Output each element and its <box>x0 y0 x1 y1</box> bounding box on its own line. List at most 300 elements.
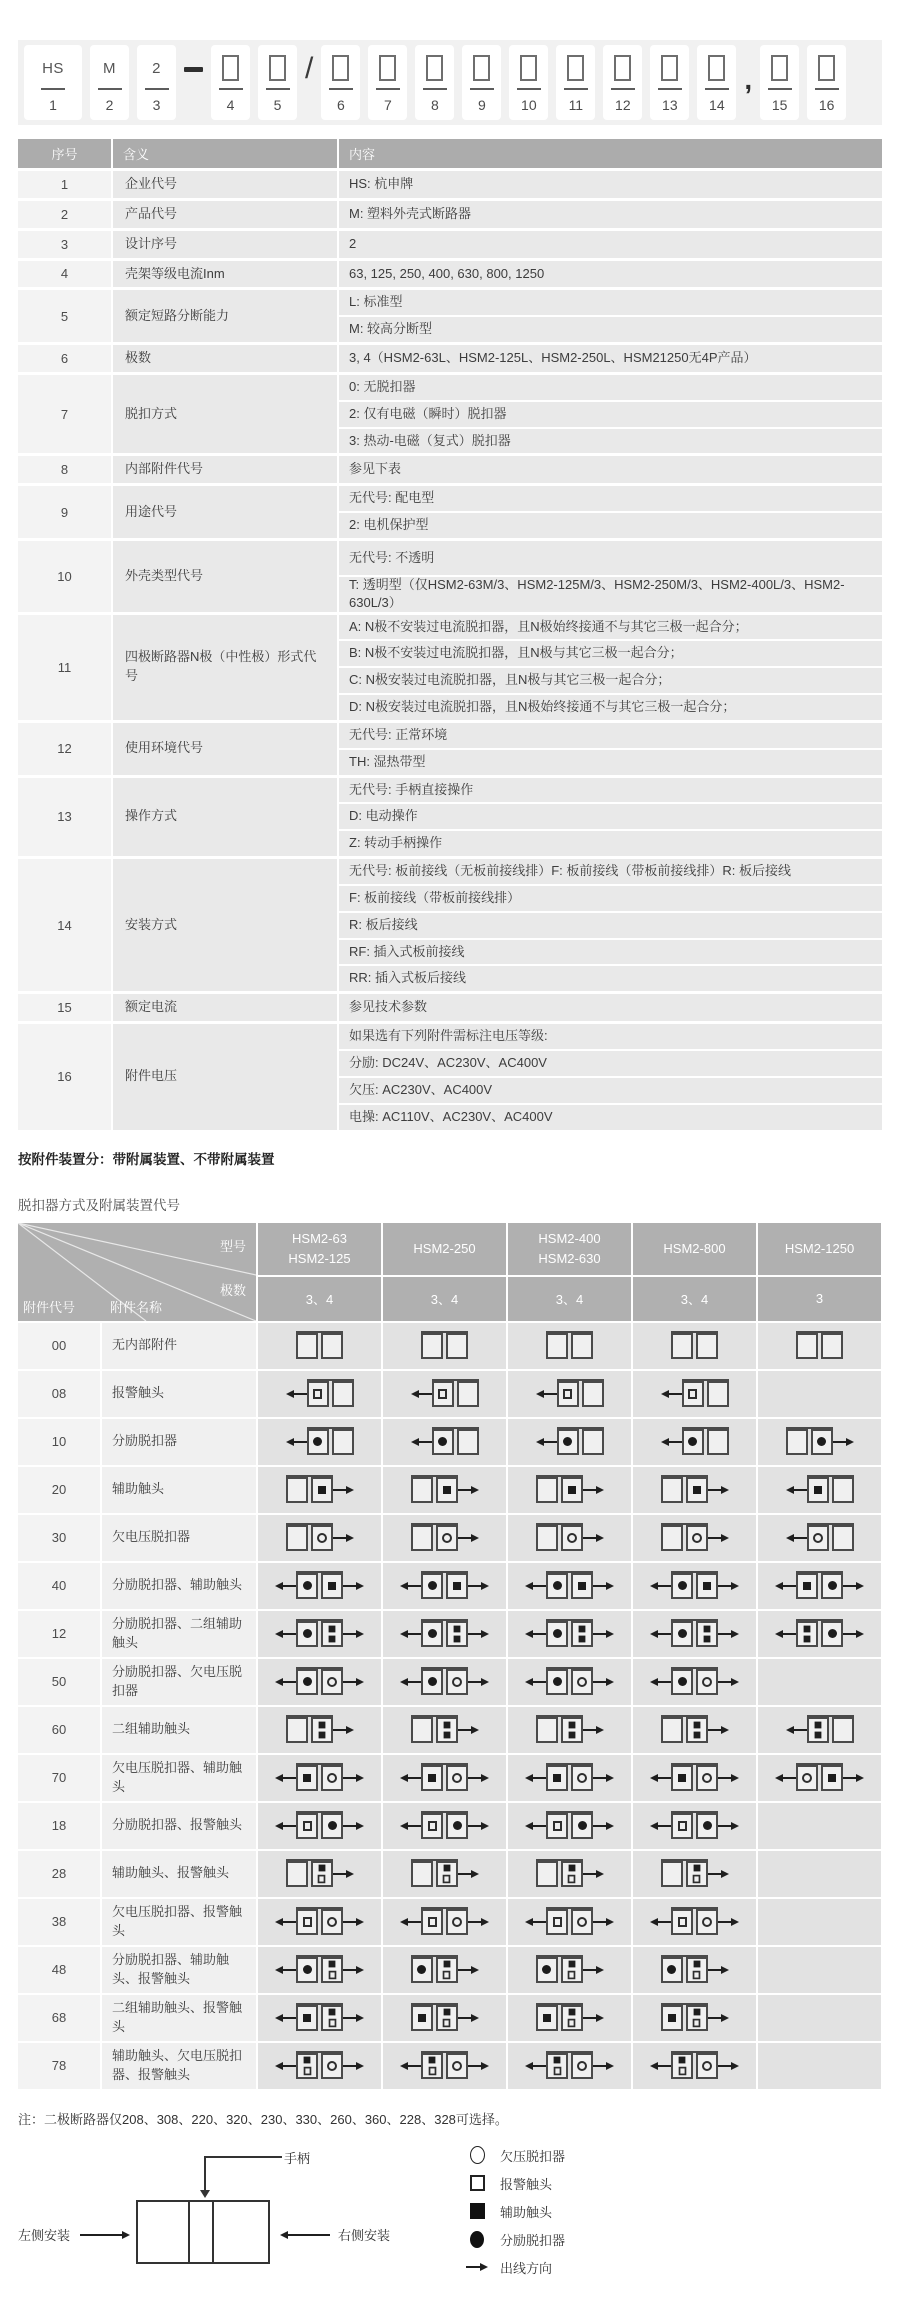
model-name-cell <box>258 1223 381 1275</box>
table-row <box>18 859 882 991</box>
diagram-cell <box>633 1659 756 1705</box>
uv-symbol <box>702 2061 712 2071</box>
diagram-compartment <box>682 1381 704 1407</box>
diagram-compartment <box>821 1333 843 1359</box>
right-mount-arrow-icon <box>280 2231 330 2239</box>
uv-legend-icon <box>466 2146 488 2164</box>
aux-symbol <box>668 2014 676 2022</box>
model-column-header <box>383 1223 506 1321</box>
outlet-arrow-right-icon <box>343 1678 364 1686</box>
diagram-compartment <box>546 2053 568 2079</box>
diagram-cell <box>258 1707 381 1753</box>
diagram-compartment <box>661 1957 683 1983</box>
accessory-code-cell: 20 <box>18 1467 100 1513</box>
outlet-arrow-right-icon <box>708 1486 729 1494</box>
breaker-box <box>546 1573 593 1599</box>
diagram-cell <box>258 1419 381 1465</box>
row-number-cell: 4 <box>18 261 111 288</box>
content-line: TH: 湿热带型 <box>339 750 882 775</box>
legend-item <box>466 2174 565 2193</box>
table-row <box>18 290 882 342</box>
breaker-box <box>296 1333 343 1359</box>
diagram-compartment <box>411 1717 433 1743</box>
accessory-row <box>18 1851 882 1897</box>
code-slot-underline <box>145 88 169 90</box>
breaker-box <box>536 1717 583 1743</box>
code-slot-symbol <box>332 53 349 83</box>
diagram-cell <box>508 1755 631 1801</box>
corner-label-accessory-code: 附件代号 <box>23 1299 76 1315</box>
shunt-legend-icon <box>466 2231 488 2248</box>
breaker-diagram <box>661 1717 729 1743</box>
outlet-arrow-left-icon <box>650 1630 671 1638</box>
row-content-cell <box>339 231 882 258</box>
code-slot-number: 4 <box>226 97 235 113</box>
aux-symbol <box>579 1625 586 1632</box>
breaker-diagram <box>400 1669 489 1695</box>
diagram-compartment <box>321 1957 343 1983</box>
breaker-box <box>421 2053 468 2079</box>
diagram-cell <box>758 1851 881 1897</box>
accessory-row <box>18 1947 882 1993</box>
accessory-name-cell: 欠电压脱扣器、辅助触头 <box>102 1755 256 1801</box>
accessory-name-cell: 辅助触头、报警触头 <box>102 1851 256 1897</box>
shunt-symbol <box>678 1629 687 1638</box>
diagram-cell <box>633 1515 756 1561</box>
accessory-code-cell: 38 <box>18 1899 100 1945</box>
uv-symbol <box>317 1533 327 1543</box>
outlet-arrow-right-icon <box>458 1534 479 1542</box>
code-slot-symbol <box>771 53 788 83</box>
shunt-symbol <box>428 1629 437 1638</box>
diagram-cell <box>383 1803 506 1849</box>
breaker-box <box>286 1717 333 1743</box>
code-slot-number: 16 <box>818 97 835 113</box>
diagram-cell <box>758 1659 881 1705</box>
content-line: 无代号: 配电型 <box>339 486 882 511</box>
aux-symbol <box>443 2008 450 2015</box>
diagram-compartment <box>561 1525 583 1551</box>
diagram-cell <box>633 1803 756 1849</box>
breaker-diagram <box>525 1573 614 1599</box>
alarm-symbol <box>428 1821 437 1831</box>
diagram-compartment <box>832 1717 854 1743</box>
outlet-arrow-left-icon <box>536 1438 557 1446</box>
alarm-symbol <box>318 1874 326 1883</box>
breaker-diagram <box>275 2053 364 2079</box>
outlet-arrow-right-icon <box>843 1630 864 1638</box>
outlet-arrow-left-icon <box>650 1774 671 1782</box>
diagram-cell <box>758 1947 881 1993</box>
code-slot-symbol <box>661 53 678 83</box>
diagram-cell <box>383 1467 506 1513</box>
diagram-compartment <box>446 1765 468 1791</box>
accessory-row <box>18 1371 882 1417</box>
breaker-diagram <box>411 1429 479 1455</box>
outlet-arrow-left-icon <box>661 1390 682 1398</box>
breaker-diagram <box>536 1717 604 1743</box>
breaker-diagram <box>411 1957 479 1983</box>
trip-accessory-table-body <box>18 1323 882 2089</box>
code-slot-symbol <box>222 53 239 83</box>
breaker-box <box>796 1333 843 1359</box>
aux-symbol <box>679 2056 686 2063</box>
diagram-cell <box>633 1755 756 1801</box>
diagram-compartment <box>686 2005 708 2031</box>
row-number-cell: 6 <box>18 345 111 372</box>
alarm-symbol <box>443 2018 451 2027</box>
aux-symbol <box>693 1486 701 1494</box>
row-content-cell <box>339 778 882 857</box>
code-slot-number: 15 <box>771 97 788 113</box>
shunt-symbol <box>553 1629 562 1638</box>
alarm-legend-icon <box>466 2175 488 2191</box>
header-content: 内容 <box>339 139 882 168</box>
shunt-symbol <box>563 1437 572 1446</box>
content-line: F: 板前接线（带板前接线排） <box>339 886 882 911</box>
diagram-compartment <box>321 1621 343 1647</box>
accessory-row <box>18 2043 882 2089</box>
model-column-header <box>258 1223 381 1321</box>
breaker-diagram <box>661 1381 729 1407</box>
table-row <box>18 1024 882 1129</box>
aux-symbol <box>703 1582 711 1590</box>
diagram-cell <box>383 1899 506 1945</box>
aux-symbol <box>814 1721 821 1728</box>
table-row <box>18 615 882 720</box>
outlet-arrow-right-icon <box>583 2014 604 2022</box>
diagram-compartment <box>686 1525 708 1551</box>
code-slot-underline <box>41 88 65 90</box>
row-content-cell <box>339 1024 882 1129</box>
accessory-code-cell: 60 <box>18 1707 100 1753</box>
shunt-symbol <box>303 1677 312 1686</box>
diagram-cell <box>508 1899 631 1945</box>
content-line: L: 标准型 <box>339 290 882 315</box>
breaker-box <box>307 1429 354 1455</box>
placeholder-box-icon <box>379 55 396 81</box>
code-slot <box>697 45 736 120</box>
diagram-compartment <box>411 2005 433 2031</box>
outlet-arrow-right-icon <box>333 1726 354 1734</box>
breaker-diagram <box>275 2005 364 2031</box>
accessory-code-cell: 12 <box>18 1611 100 1657</box>
diagram-compartment <box>536 1957 558 1983</box>
diagram-compartment <box>696 1669 718 1695</box>
outlet-arrow-left-icon <box>275 2062 296 2070</box>
aux-symbol <box>454 1635 461 1642</box>
outlet-arrow-right-icon <box>583 1534 604 1542</box>
outlet-arrow-left-icon <box>400 1918 421 1926</box>
diagram-compartment <box>421 1813 443 1839</box>
accessory-row <box>18 1515 882 1561</box>
aux-symbol <box>429 2056 436 2063</box>
code-slot-underline <box>611 88 635 90</box>
diagram-compartment <box>536 2005 558 2031</box>
code-separator-slash <box>305 45 313 93</box>
outlet-arrow-left-icon <box>400 1678 421 1686</box>
breaker-box <box>536 1957 583 1983</box>
alarm-symbol <box>313 1389 322 1399</box>
row-content-cell <box>339 723 882 775</box>
code-meaning-table-body <box>18 171 882 1130</box>
diagram-compartment <box>436 1477 458 1503</box>
alarm-symbol <box>693 1970 701 1979</box>
placeholder-box-icon <box>567 55 584 81</box>
diagram-compartment <box>821 1621 843 1647</box>
outlet-arrow-left-icon <box>775 1630 796 1638</box>
code-slot-symbol <box>520 53 537 83</box>
breaker-diagram <box>536 1429 604 1455</box>
row-content-cell <box>339 375 882 454</box>
diagram-compartment <box>286 1717 308 1743</box>
diagram-cell <box>258 1659 381 1705</box>
accessory-code-cell: 50 <box>18 1659 100 1705</box>
diagram-compartment <box>686 1477 708 1503</box>
outlet-arrow-right-icon <box>593 1822 614 1830</box>
diagram-compartment <box>671 1909 693 1935</box>
breaker-diagram <box>671 1333 718 1359</box>
diagram-compartment <box>696 1909 718 1935</box>
code-slot-underline <box>768 88 792 90</box>
shunt-symbol <box>667 1965 676 1974</box>
code-slot <box>24 45 82 120</box>
model-code-strip <box>18 40 882 125</box>
uv-symbol <box>327 1773 337 1783</box>
breaker-diagram <box>525 1813 614 1839</box>
diagram-compartment <box>546 1621 568 1647</box>
breaker-diagram <box>525 1909 614 1935</box>
outlet-arrow-right-icon <box>843 1582 864 1590</box>
shunt-symbol <box>428 1581 437 1590</box>
diagram-compartment <box>796 1573 818 1599</box>
diagram-compartment <box>321 2005 343 2031</box>
row-content-cell <box>339 171 882 198</box>
aux-symbol <box>443 1731 450 1738</box>
diagram-compartment <box>421 1333 443 1359</box>
content-line: 3: 热动-电磁（复式）脱扣器 <box>339 429 882 454</box>
handle-pointer-line <box>204 2156 282 2158</box>
outlet-arrow-right-icon <box>593 2062 614 2070</box>
outlet-arrow-left-icon <box>525 1918 546 1926</box>
diagram-cell <box>258 1803 381 1849</box>
row-meaning-cell: 设计序号 <box>113 231 337 258</box>
outlet-arrow-right-icon <box>583 1870 604 1878</box>
alarm-symbol <box>303 1917 312 1927</box>
diagram-compartment <box>411 1861 433 1887</box>
outlet-arrow-left-icon <box>525 1774 546 1782</box>
diagram-cell <box>258 1611 381 1657</box>
aux-symbol <box>329 1960 336 1967</box>
diagram-cell <box>258 1515 381 1561</box>
symbol-legend <box>466 2142 565 2292</box>
aux-symbol <box>329 1625 336 1632</box>
diagram-cell <box>383 1611 506 1657</box>
row-content-cell <box>339 486 882 538</box>
row-content-cell <box>339 615 882 720</box>
alarm-symbol <box>328 2018 336 2027</box>
model-name-line: HSM2-1250 <box>784 1240 855 1256</box>
breaker-diagram <box>775 1621 864 1647</box>
aux-symbol <box>704 1625 711 1632</box>
outlet-arrow-right-icon <box>468 1774 489 1782</box>
row-number-cell: 14 <box>18 859 111 991</box>
breaker-box <box>296 2053 343 2079</box>
uv-symbol <box>702 1773 712 1783</box>
breaker-box <box>432 1381 479 1407</box>
code-slot-underline <box>564 88 588 90</box>
breaker-diagram <box>525 1669 614 1695</box>
aux-legend-icon <box>466 2203 488 2219</box>
aux-symbol <box>454 1625 461 1632</box>
outlet-arrow-right-icon <box>583 1486 604 1494</box>
outlet-arrow-right-icon <box>468 1822 489 1830</box>
aux-symbol <box>568 1864 575 1871</box>
row-meaning-cell: 企业代号 <box>113 171 337 198</box>
uv-symbol <box>802 1773 812 1783</box>
outlet-arrow-right-icon <box>593 1918 614 1926</box>
shunt-symbol <box>828 1629 837 1638</box>
breaker-diagram <box>650 1573 739 1599</box>
aux-symbol <box>443 1721 450 1728</box>
code-slot <box>211 45 250 120</box>
accessory-row <box>18 1899 882 1945</box>
alarm-symbol <box>553 1821 562 1831</box>
outlet-arrow-right-icon <box>583 1966 604 1974</box>
breaker-box <box>796 1573 843 1599</box>
diagram-compartment <box>411 1525 433 1551</box>
diagram-cell <box>258 1467 381 1513</box>
diagram-compartment <box>671 1573 693 1599</box>
content-line: 参见技术参数 <box>339 994 882 1021</box>
right-mount-label: 右侧安装 <box>338 2227 391 2243</box>
diagram-compartment <box>286 1861 308 1887</box>
shunt-symbol <box>553 1581 562 1590</box>
header-meaning: 含义 <box>113 139 337 168</box>
shunt-symbol <box>303 1581 312 1590</box>
breaker-box <box>557 1429 604 1455</box>
placeholder-box-icon <box>771 55 788 81</box>
outlet-arrow-right-icon <box>708 2014 729 2022</box>
breaker-box <box>671 1621 718 1647</box>
shunt-symbol <box>542 1965 551 1974</box>
code-slot-symbol <box>473 53 490 83</box>
row-meaning-cell: 使用环境代号 <box>113 723 337 775</box>
outlet-arrow-right-icon <box>708 1870 729 1878</box>
breaker-diagram <box>650 1765 739 1791</box>
diagram-cell <box>258 1755 381 1801</box>
diagram-compartment <box>446 2053 468 2079</box>
diagram-compartment <box>436 1957 458 1983</box>
breaker-box <box>421 1669 468 1695</box>
legend-item <box>466 2258 565 2277</box>
table-row <box>18 486 882 538</box>
code-slot-number: 3 <box>152 97 161 113</box>
aux-symbol <box>814 1731 821 1738</box>
code-slot-underline <box>98 88 122 90</box>
aux-symbol <box>304 2056 311 2063</box>
code-slot-symbol: M <box>103 59 116 77</box>
accessory-code-cell: 78 <box>18 2043 100 2089</box>
diagram-compartment <box>807 1717 829 1743</box>
breaker-box <box>671 1573 718 1599</box>
breaker-diagram <box>650 1669 739 1695</box>
content-line: 无代号: 板前接线（无板前接线排）F: 板前接线（带板前接线排）R: 板后接线 <box>339 859 882 884</box>
breaker-diagram <box>275 1669 364 1695</box>
model-column-header <box>758 1223 881 1321</box>
aux-symbol <box>693 1864 700 1871</box>
diagram-cell <box>258 1995 381 2041</box>
diagram-compartment <box>671 2053 693 2079</box>
outlet-arrow-left-icon <box>525 1630 546 1638</box>
handle-arrow-icon <box>200 2190 210 2198</box>
model-column-header <box>508 1223 631 1321</box>
accessory-name-cell: 分励脱扣器、二组辅助触头 <box>102 1611 256 1657</box>
content-line: 2: 仅有电磁（瞬时）脱扣器 <box>339 402 882 427</box>
breaker-diagram <box>650 2053 739 2079</box>
model-name-line: HSM2-63 <box>292 1231 347 1247</box>
diagram-cell <box>758 1419 881 1465</box>
breaker-box <box>296 1909 343 1935</box>
breaker-box <box>536 2005 583 2031</box>
outlet-arrow-left-icon <box>275 1678 296 1686</box>
uv-symbol <box>327 1917 337 1927</box>
code-slot <box>258 45 297 120</box>
accessory-row <box>18 1995 882 2041</box>
breaker-box <box>536 1861 583 1887</box>
diagram-cell <box>258 1323 381 1369</box>
breaker-box <box>807 1717 854 1743</box>
model-name-cell <box>383 1223 506 1275</box>
diagram-cell <box>383 1323 506 1369</box>
diagram-compartment <box>446 1573 468 1599</box>
outlet-arrow-right-icon <box>343 2014 364 2022</box>
diagram-compartment <box>536 1525 558 1551</box>
diagram-cell <box>633 1851 756 1897</box>
aux-symbol <box>803 1582 811 1590</box>
aux-symbol <box>318 1486 326 1494</box>
outlet-arrow-right-icon <box>458 2014 479 2022</box>
diagram-cell <box>383 1707 506 1753</box>
diagram-cell <box>633 1419 756 1465</box>
aux-symbol <box>428 1774 436 1782</box>
code-slot <box>137 45 176 120</box>
code-slot <box>556 45 595 120</box>
row-content-cell <box>339 859 882 991</box>
diagram-cell <box>758 1707 881 1753</box>
breaker-diagram <box>411 1861 479 1887</box>
diagram-compartment <box>582 1429 604 1455</box>
uv-symbol <box>692 1533 702 1543</box>
diagram-compartment <box>696 1621 718 1647</box>
left-mount-arrow-icon <box>80 2231 130 2239</box>
breaker-box <box>671 1813 718 1839</box>
breaker-box <box>671 1909 718 1935</box>
diagram-compartment <box>571 1333 593 1359</box>
breaker-box <box>671 1765 718 1791</box>
diagram-cell <box>258 1371 381 1417</box>
outlet-arrow-right-icon <box>468 1630 489 1638</box>
outlet-arrow-right-icon <box>343 1822 364 1830</box>
breaker-diagram <box>661 1429 729 1455</box>
breaker-box <box>796 1621 843 1647</box>
breaker-diagram <box>536 2005 604 2031</box>
breaker-left-compartment <box>138 2202 190 2262</box>
accessory-code-cell: 68 <box>18 1995 100 2041</box>
diagram-compartment <box>296 1813 318 1839</box>
breaker-diagram <box>286 1717 354 1743</box>
diagram-compartment <box>796 1333 818 1359</box>
